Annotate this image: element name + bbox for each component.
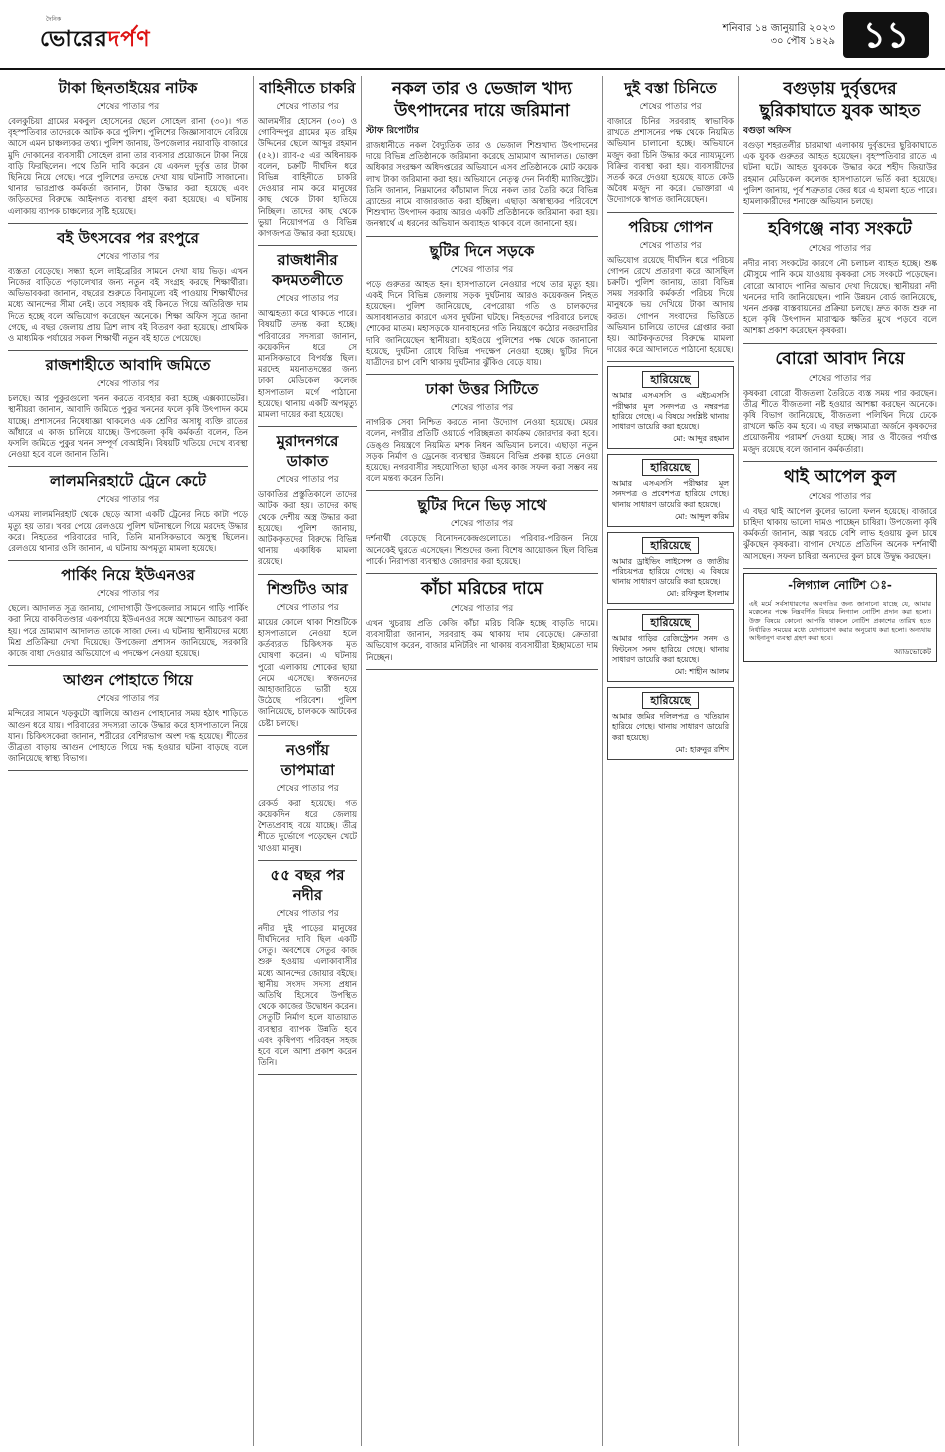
news-article — [743, 348, 937, 455]
lost-notice-signature: মো: শাহীন আলম — [674, 667, 729, 677]
article-kicker: শেষের পাতার পর — [450, 264, 514, 275]
article-headline: কাঁচা মরিচের দামে — [421, 579, 543, 600]
legal-notice — [743, 573, 937, 662]
lost-notice-title: হারিয়েছে — [642, 459, 699, 476]
lost-notice-text: আমার জমির দলিলপত্র ও খতিয়ান হারিয়ে গেছে। থানায় সাধারণ ডায়েরি করা হয়েছে। — [612, 712, 729, 742]
lost-notice-signature: মো: আব্দুর রহমান — [673, 434, 729, 444]
article-separator — [8, 665, 248, 666]
article-body: পড়ে গুরুতর আহত হন। হাসপাতালে নেওয়ার পথে তার মৃত্যু হয়। একই দিনে বিভিন্ন জেলায় সড়ক দুর্ঘটনায় আরও কয়েকজন নিহত হয়েছেন। পুলিশ জানিয়েছে, বেপরোয়া গতি ও চালকদের অসাবধানতার কারণে এসব দুর্ঘটনা ঘটছে। নিহতদের পরিবারে চলছে শোকের মাতম। মহাসড়কে যানবাহনের গতি নিয়ন্ত্রণে কঠোর নজরদারির দাবি জানিয়েছেন স্থানীয়রা। হাইওয়ে পুলিশের পক্ষ থেকে জানানো হয়েছে, দুর্ঘটনা রোধে বিভিন্ন পদক্ষেপ নেওয়া হচ্ছে। ছুটির দিনে যাত্রীদের চাপ বেশি থাকায় দুর্ঘটনার ঝুঁকিও বেড়ে যায়। — [366, 278, 598, 368]
article-body: নদীর দুই পাড়ের মানুষের দীর্ঘদিনের দাবি ছিল একটি সেতু। অবশেষে সেতুর কাজ শুরু হওয়ায় এলাকাবাসীর মধ্যে আনন্দের জোয়ার বইছে। স্থানীয় সংসদ সদস্য প্রধান অতিথি হিসেবে উপস্থিত থেকে কাজের উদ্বোধন করেন। সেতুটি নির্মাণ হলে যাতায়াত ব্যবস্থার ব্যাপক উন্নতি হবে এবং কৃষিপণ্য পরিবহন সহজ হবে বলে আশা প্রকাশ করেন তিনি। — [258, 922, 357, 1068]
news-article — [258, 431, 357, 567]
article-body: চলছে। আর পুকুরগুলো খনন করতে ব্যবহার করা হচ্ছে এক্সক্যাভেটর। স্থানীয়রা জানান, আবাদি জমিতে পুকুর খননের ফলে কৃষি উৎপাদন কমে যাচ্ছে। প্রশাসনের নিষেধাজ্ঞা থাকলেও এক শ্রেণির অসাধু ব্যক্তি রাতের আঁধারে এ কাজ চালিয়ে যাচ্ছে। উপজেলা কৃষি কর্মকর্তা বলেন, তিন ফসলি জমিতে পুকুর খনন সম্পূর্ণ বেআইনি। বিষয়টি খতিয়ে দেখে ব্যবস্থা নেওয়া হবে বলে জানান তিনি। — [8, 393, 248, 460]
article-separator — [8, 350, 248, 351]
lost-notice-title: হারিয়েছে — [642, 371, 699, 388]
article-headline: ছুটির দিনে ভিড় সাথে — [417, 496, 547, 515]
article-body: মায়ের কোলে থাকা শিশুটিকে হাসপাতালে নেওয়া হলে কর্তব্যরত চিকিৎসক মৃত ঘোষণা করেন। এ ঘটনায় পুরো এলাকায় শোকের ছায়া নেমে এসেছে। স্বজনদের আহাজারিতে ভারী হয়ে উঠেছে পরিবেশ। পুলিশ জানিয়েছে, চালককে আটকের চেষ্টা চলছে। — [258, 616, 357, 728]
news-article — [8, 471, 248, 554]
article-headline: বাহিনীতে চাকরি — [259, 79, 356, 97]
article-separator — [366, 374, 598, 375]
lost-notice-text: আমার ড্রাইভিং লাইসেন্স ও জাতীয় পরিচয়পত্র হারিয়ে গেছে। এ বিষয়ে থানায় সাধারণ ডায়েরি করা হয়েছে। — [612, 556, 729, 587]
article-kicker: শেষের পাতার পর — [276, 475, 339, 486]
article-separator — [366, 669, 598, 670]
lost-notice-title: হারিয়েছে — [642, 692, 699, 709]
article-body: এসময় লালমনিরহাট থেকে ছেড়ে আসা একটি ট্রেনের নিচে কাটা পড়ে মৃত্যু হয় তার। খবর পেয়ে রেলওয়ে পুলিশ ঘটনাস্থলে গিয়ে মরদেহ উদ্ধার করে। নিহতের পরিবারের দাবি, তিনি মানসিকভাবে অসুস্থ ছিলেন। রেলওয়ে থানার ওসি জানান, এ ঘটনায় অপমৃত্যু মামলা হয়েছে। — [8, 509, 248, 554]
article-body: ব্যস্ততা বেড়েছে। সন্ধ্যা হলে লাইব্রেরির সামনে দেখা যায় ভিড়। এখন নিজের বাড়িতে পড়ালেখার জন্য নতুন বই সংগ্রহ করছে শিক্ষার্থীরা। অভিভাবকরা জানান, বছরের শুরুতে বিনামূল্যে বই পাওয়ায় শিক্ষার্থীদের মধ্যে আনন্দের সীমা নেই। তবে সহায়ক বই কিনতে গিয়ে অতিরিক্ত দাম দিতে হচ্ছে বলে অভিযোগ করেছেন অনেকে। শিক্ষা অফিস সূত্রে জানা গেছে, এ বছর জেলায় প্রায় ত্রিশ লাখ বই বিতরণ করা হয়েছে। প্রাথমিক ও মাধ্যমিক পর্যায়ের সকল শিক্ষার্থী নতুন বই হাতে পেয়েছে। — [8, 265, 248, 344]
article-body: দর্শনার্থী বেড়েছে বিনোদনকেন্দ্রগুলোতে। পরিবার-পরিজন নিয়ে অনেকেই ঘুরতে এসেছেন। শিশুদের জন্য বিশেষ আয়োজন ছিল বিভিন্ন পার্কে। নিরাপত্তা ব্যবস্থাও জোরদার করা হয়েছে। — [366, 533, 598, 566]
article-headline: শিশুটিও আর — [267, 579, 348, 598]
column-2 — [258, 76, 357, 1446]
article-separator — [258, 245, 357, 246]
news-article — [8, 565, 248, 659]
lost-notice-signature: মো: হারুনুর রশিদ — [675, 744, 729, 754]
article-separator — [607, 212, 734, 213]
article-body: বাজারে চিনির সরবরাহ স্বাভাবিক রাখতে প্রশাসনের পক্ষ থেকে নিয়মিত অভিযান চালানো হচ্ছে। অভিযানে মজুদ করা চিনি উদ্ধার করে ন্যায্যমূল্যে বিক্রির ব্যবস্থা করা হয়। ব্যবসায়ীদের সতর্ক করে দেওয়া হয়েছে যাতে কেউ অবৈধ মজুদ না করে। ভোক্তারা এ উদ্যোগকে স্বাগত জানিয়েছেন। — [607, 116, 734, 205]
article-kicker: শেষের পাতার পর — [276, 602, 339, 613]
article-kicker: শেষের পাতার পর — [96, 589, 160, 600]
news-article — [743, 78, 937, 207]
article-kicker: শেষের পাতার পর — [276, 908, 339, 919]
article-headline: ৫৫ বছর পর নদীর — [270, 865, 345, 904]
article-separator — [8, 223, 248, 224]
article-separator — [8, 560, 248, 561]
news-article — [258, 78, 357, 239]
news-article — [743, 466, 937, 562]
article-body: আত্মহত্যা করে থাকতে পারে। বিষয়টি তদন্ত করা হচ্ছে। পরিবারের সদস্যরা জানান, কয়েকদিন ধরে সে মানসিকভাবে বিপর্যস্ত ছিল। মরদেহ ময়নাতদন্তের জন্য ঢাকা মেডিকেল কলেজ হাসপাতাল মর্গে পাঠানো হয়েছে। থানায় একটি অপমৃত্যু মামলা দায়ের করা হয়েছে। — [258, 308, 357, 420]
article-headline: দুই বস্তা চিনিতে — [624, 79, 717, 97]
lost-notice — [607, 454, 734, 527]
article-body: রাজধানীতে নকল বৈদ্যুতিক তার ও ভেজাল শিশুখাদ্য উৎপাদনের দায়ে বিভিন্ন প্রতিষ্ঠানকে জরিমানা করেছে ভ্রাম্যমাণ আদালত। ভোক্তা অধিকার সংরক্ষণ অধিদপ্তরের অভিযানে এসব প্রতিষ্ঠানকে মোট কয়েক লাখ টাকা জরিমানা করা হয়। অভিযানে নেতৃত্ব দেন নির্বাহী ম্যাজিস্ট্রেট। তিনি জানান, নিম্নমানের কাঁচামাল দিয়ে নকল তার তৈরি করে বিভিন্ন ব্র্যান্ডের নামে বাজারজাত করা হচ্ছিল। এছাড়া অস্বাস্থ্যকর পরিবেশে শিশুখাদ্য উৎপাদন করায় আরও একটি প্রতিষ্ঠানকে জরিমানা করা হয়। জনস্বার্থে এ ধরনের অভিযান অব্যাহত থাকবে বলে জানানো হয়। — [366, 140, 598, 229]
article-body: বেলকুচিয়া গ্রামের মকবুল হোসেনের ছেলে সোহেল রানা (৩০)। গত বৃহস্পতিবার তাদেরকে আটক করে পুলিশ। পুলিশের জিজ্ঞাসাবাদে বেরিয়ে আসে এমন চাঞ্চল্যকর তথ্য। পুলিশ জানায়, উপজেলার নয়াবাড়ি বাজারে মুদি দোকানের ব্যবসায়ী সোহেল রানা তার ব্যবসার প্রয়োজনে টাকা নিয়ে বাড়ি ফিরছিলেন। পথে তিনি দাবি করেন যে একদল দুর্বৃত্ত তার টাকা ছিনিয়ে নিয়ে গেছে। পরে পুলিশের তদন্তে দেখা যায় ঘটনাটি সাজানো। থানার ভারপ্রাপ্ত কর্মকর্তা জানান, টাকা উদ্ধার করা হয়েছে এবং জড়িতদের বিরুদ্ধে আইনগত ব্যবস্থা গ্রহণ করা হয়েছে। এ ঘটনায় এলাকায় ব্যাপক চাঞ্চল্যের সৃষ্টি হয়েছে। — [8, 116, 248, 216]
article-separator — [258, 735, 357, 736]
logo-name — [40, 25, 151, 53]
article-separator — [258, 860, 357, 861]
column-1 — [8, 76, 248, 1446]
article-separator — [366, 573, 598, 574]
article-headline: নওগাঁয় তাপমাত্রা — [280, 740, 335, 779]
article-kicker: শেষের পাতার পর — [450, 604, 514, 615]
article-separator — [607, 361, 734, 362]
article-headline: রাজশাহীতে আবাদি জমিতে — [45, 356, 211, 375]
news-article — [366, 379, 598, 484]
article-separator — [258, 574, 357, 575]
article-headline: আগুন পোহাতে গিয়ে — [63, 671, 193, 690]
article-kicker: শেষের পাতার পর — [96, 102, 160, 112]
column-4 — [607, 76, 734, 1446]
logo-name-part2: দর্পণ — [107, 26, 151, 52]
article-headline: হবিগঞ্জে নাব্য সংকটে — [768, 219, 912, 240]
article-headline: বই উৎসবের পর রংপুরে — [57, 228, 199, 247]
news-article — [743, 218, 937, 336]
article-separator — [743, 568, 937, 569]
article-kicker: শেষের পাতার পর — [96, 379, 160, 390]
article-headline: থাই আপেল কুল — [783, 466, 897, 487]
article-kicker: শেষের পাতার পর — [808, 244, 872, 255]
article-separator — [366, 490, 598, 491]
column-rule — [602, 76, 603, 1446]
lost-notice-title: হারিয়েছে — [642, 537, 699, 554]
article-kicker: শেষের পাতার পর — [276, 102, 339, 112]
article-body: মন্দিরের সামনে খড়কুটো জ্বালিয়ে আগুন পোহানোর সময় হঠাৎ শাড়িতে আগুন ধরে যায়। পরিবারের সদস্যরা তাকে উদ্ধার করে হাসপাতালে নিয়ে যান। চিকিৎসকেরা জানান, শরীরের বেশিরভাগ অংশ দগ্ধ হয়েছে। শীতের তীব্রতা বাড়ায় আগুন পোহাতে গিয়ে দগ্ধ হওয়ার ঘটনা বাড়ছে বলে জানিয়েছে স্বাস্থ্য বিভাগ। — [8, 708, 248, 764]
lost-notice — [607, 687, 734, 760]
article-separator — [743, 461, 937, 462]
date-gregorian: শনিবার ১৪ জানুয়ারি ২০২৩ — [722, 23, 835, 34]
article-body: এখন খুচরায় প্রতি কেজি কাঁচা মরিচ বিক্রি হচ্ছে বাড়তি দামে। ব্যবসায়ীরা জানান, সরবরাহ কম থাকায় দাম বেড়েছে। ক্রেতারা অভিযোগ করেন, বাজার মনিটরিং না থাকায় ব্যবসায়ীরা ইচ্ছামতো দাম নিচ্ছেন। — [366, 618, 598, 662]
article-byline: বগুড়া অফিস — [743, 126, 792, 136]
article-kicker: শেষের পাতার পর — [276, 783, 339, 794]
article-body: নাগরিক সেবা নিশ্চিত করতে নানা উদ্যোগ নেওয়া হয়েছে। মেয়র বলেন, নগরীর প্রতিটি ওয়ার্ডে পরিচ্ছন্নতা কার্যক্রম জোরদার করা হবে। ডেঙ্গু নিয়ন্ত্রণে নিয়মিত মশক নিধন অভিযান চলবে। এছাড়া নতুন সড়ক নির্মাণ ও ড্রেনেজ ব্যবস্থার উন্নয়নে বিভিন্ন প্রকল্প হাতে নেওয়া হয়েছে। নগরবাসীর সহযোগিতা ছাড়া এসব কাজ সফল করা সম্ভব নয় বলে মন্তব্য করেন তিনি। — [366, 417, 598, 484]
article-body: ছেলে। আদালত সূত্র জানায়, গোদাগাড়ী উপজেলার সামনে গাড়ি পার্কিং করা নিয়ে বাকবিতণ্ডার একপর্যায়ে ইউএনওর সঙ্গে অশোভন আচরণ করা হয়। পরে ভ্রাম্যমাণ আদালত তাকে সাজা দেন। এ ঘটনায় স্থানীয়দের মধ্যে মিশ্র প্রতিক্রিয়া দেখা দিয়েছে। উপজেলা প্রশাসন জানিয়েছে, সরকারি কাজে বাধা দেওয়ার অভিযোগে এ পদক্ষেপ নেওয়া হয়েছে। — [8, 603, 248, 659]
column-5 — [743, 76, 937, 1446]
lost-notice — [607, 609, 734, 682]
news-article — [366, 241, 598, 369]
news-article — [366, 578, 598, 663]
lost-notice — [607, 366, 734, 449]
article-kicker: শেষের পাতার পর — [808, 491, 872, 502]
article-separator — [8, 466, 248, 467]
article-separator — [366, 236, 598, 237]
column-rule — [738, 76, 739, 1446]
legal-notice-title: -লিগ্যাল নোটিশ ঃ- — [788, 577, 892, 592]
article-headline: রাজধানীর কদমতলীতে — [272, 251, 343, 290]
article-byline: স্টাফ রিপোর্টার — [366, 126, 419, 136]
article-body: এ বছর থাই আপেল কুলের ভালো ফলন হয়েছে। বাজারে চাহিদা থাকায় ভালো দামও পাচ্ছেন চাষিরা। উপজেলা কৃষি কর্মকর্তা জানান, অল্প খরচে বেশি লাভ হওয়ায় কুল চাষে ঝুঁকছেন কৃষকরা। বাগান দেখতে প্রতিদিন অনেক দর্শনার্থী আসছেন। সফল চাষিরা অন্যদের কুল চাষে উদ্বুদ্ধ করছেন। — [743, 505, 937, 561]
article-body: কৃষকরা বোরো বীজতলা তৈরিতে ব্যস্ত সময় পার করছেন। তীব্র শীতে বীজতলা নষ্ট হওয়ার আশঙ্কা করছেন অনেকে। কৃষি বিভাগ জানিয়েছে, বীজতলা পলিথিন দিয়ে ঢেকে রাখলে ক্ষতি কম হবে। এ বছর লক্ষ্যমাত্রা অর্জনে কৃষকদের প্রয়োজনীয় পরামর্শ দেওয়া হচ্ছে। সার ও বীজের পর্যাপ্ত মজুদ রয়েছে বলে জানান কর্মকর্তারা। — [743, 387, 937, 454]
masthead — [0, 0, 945, 70]
article-kicker: শেষের পাতার পর — [450, 519, 514, 530]
news-article — [258, 579, 357, 729]
lost-notice-signature: মো: রফিকুল ইসলাম — [666, 589, 729, 599]
logo-tagline: দৈনিক — [46, 16, 62, 23]
logo-name-part1: ভোরের — [40, 26, 108, 52]
lost-notice — [607, 532, 734, 605]
article-separator — [743, 343, 937, 344]
article-kicker: শেষের পাতার পর — [96, 694, 160, 705]
article-headline: লালমনিরহাটে ট্রেনে কেটে — [50, 472, 206, 491]
article-separator — [743, 213, 937, 214]
article-headline: পার্কিং নিয়ে ইউএনওর — [61, 566, 195, 585]
article-headline: ছুটির দিনে সড়কে — [429, 241, 535, 260]
article-headline: বগুড়ায় দুর্বৃত্তদের ছুরিকাঘাতে যুবক আহত — [759, 79, 921, 121]
legal-notice-text: এই মর্মে সর্বসাধারণের অবগতির জন্য জানানো যাচ্ছে যে, আমার মক্কেলের পক্ষে নিম্নবর্ণিত বিষয়ে লিগ্যাল নোটিশ প্রদান করা হলো। উক্ত বিষয়ে কোনো আপত্তি থাকলে নোটিশ প্রকাশের তারিখ হতে নির্ধারিত সময়ের মধ্যে যোগাযোগ করার অনুরোধ করা হলো। অন্যথায় আইনানুগ ব্যবস্থা গ্রহণ করা হবে। — [749, 599, 931, 643]
lost-notice-signature: মো: আব্দুল করিম — [674, 511, 729, 521]
newspaper-logo — [40, 14, 151, 58]
column-3 — [366, 76, 598, 1446]
article-headline: ঢাকা উত্তর সিটিতে — [425, 380, 539, 399]
article-headline: বোরো আবাদ নিয়ে — [775, 348, 905, 369]
news-article — [607, 78, 734, 206]
article-kicker: শেষের পাতার পর — [450, 403, 514, 414]
legal-notice-signature: অ্যাডভোকেট — [894, 647, 931, 656]
news-article — [366, 495, 598, 567]
issue-date — [723, 22, 835, 48]
lost-notice-text: আমার এসএসসি ও এইচএসসি পরীক্ষার মূল সনদপত্র ও নম্বরপত্র হারিয়ে গেছে। এ বিষয়ে সংশ্লিষ্ট থানায় সাধারণ ডায়েরি করা হয়েছে। — [612, 391, 729, 432]
date-bengali: ৩০ পৌষ ১৪২৯ — [770, 36, 835, 47]
article-kicker: শেষের পাতার পর — [276, 294, 339, 305]
article-body: নদীর নাব্য সংকটের কারণে নৌ চলাচল ব্যাহত হচ্ছে। শুষ্ক মৌসুমে পানি কমে যাওয়ায় কৃষকরা সেচ সংকটে পড়েছেন। বোরো আবাদে পানির অভাব দেখা দিয়েছে। স্থানীয়রা নদী খননের দাবি জানিয়েছেন। পানি উন্নয়ন বোর্ড জানিয়েছে, খনন প্রকল্প বাস্তবায়নের প্রক্রিয়া চলছে। দ্রুত কাজ শুরু না হলে কৃষি উৎপাদন মারাত্মক ক্ষতির মুখে পড়বে বলে আশঙ্কা প্রকাশ করেছেন কৃষকরা। — [743, 258, 937, 336]
article-body: বগুড়া শহরতলীর চারমাথা এলাকায় দুর্বৃত্তদের ছুরিকাঘাতে এক যুবক গুরুতর আহত হয়েছেন। বৃহস্পতিবার রাতে এ ঘটনা ঘটে। আহত যুবককে উদ্ধার করে শহীদ জিয়াউর রহমান মেডিকেল কলেজ হাসপাতালে ভর্তি করা হয়েছে। পুলিশ জানায়, পূর্ব শত্রুতার জের ধরে এ হামলা হতে পারে। হামলাকারীদের শনাক্তে অভিযান চলছে। — [743, 140, 937, 207]
lost-notice-title: হারিয়েছে — [642, 614, 699, 631]
article-kicker: শেষের পাতার পর — [808, 373, 872, 384]
news-article — [8, 355, 248, 460]
lost-notice-text: আমার এসএসসি পরীক্ষার মূল সনদপত্র ও প্রবেশপত্র হারিয়ে গেছে। থানায় সাধারণ ডায়েরি করা হয়েছে। — [612, 479, 729, 509]
article-body: অভিযোগ রয়েছে দীর্ঘদিন ধরে পরিচয় গোপন রেখে প্রতারণা করে আসছিল চক্রটি। পুলিশ জানায়, তারা বিভিন্ন সময় সরকারি কর্মকর্তা পরিচয় দিয়ে মানুষকে ভয় দেখিয়ে টাকা আদায় করত। গোপন সংবাদের ভিত্তিতে অভিযান চালিয়ে তাদের গ্রেপ্তার করা হয়। আটককৃতদের বিরুদ্ধে মামলা দায়ের করে আদালতে পাঠানো হয়েছে। — [607, 254, 734, 355]
article-kicker: শেষের পাতার পর — [96, 495, 160, 506]
article-headline: পরিচয় গোপন — [628, 217, 713, 236]
news-article — [607, 217, 734, 356]
news-article — [258, 865, 357, 1069]
article-separator — [258, 1074, 357, 1075]
news-article — [8, 670, 248, 764]
article-kicker: শেষের পাতার পর — [96, 251, 160, 262]
column-rule — [361, 76, 362, 1446]
news-article — [366, 78, 598, 230]
page-number: ১১ — [843, 12, 929, 58]
news-article — [8, 78, 248, 217]
article-separator — [258, 426, 357, 427]
article-headline: নকল তার ও ভেজাল খাদ্য উৎপাদনের দায়ে জরিমানা — [391, 79, 573, 121]
lost-notice-text: আমার গাড়ির রেজিস্ট্রেশন সনদ ও ফিটনেস সনদ হারিয়ে গেছে। থানায় সাধারণ ডায়েরি করা হয়েছে। — [612, 634, 729, 664]
news-article — [258, 740, 357, 854]
article-body: আলমগীর হোসেন (৩০) ও গোবিন্দপুর গ্রামের মৃত রহিম উদ্দিনের ছেলে আব্দুর রহমান (৫২)। র‌্যাব-৫ এর অধিনায়ক বলেন, চক্রটি দীর্ঘদিন ধরে বিভিন্ন বাহিনীতে চাকরি দেওয়ার নাম করে মানুষের কাছ থেকে টাকা হাতিয়ে নিচ্ছিল। তাদের কাছ থেকে ভুয়া নিয়োগপত্র ও বিভিন্ন কাগজপত্র উদ্ধার করা হয়েছে। — [258, 116, 357, 239]
news-article — [8, 228, 248, 344]
article-headline: টাকা ছিনতাইয়ের নাটক — [58, 79, 198, 97]
column-rule — [253, 76, 254, 1446]
article-kicker: শেষের পাতার পর — [639, 102, 702, 112]
article-body: রেকর্ড করা হয়েছে। গত কয়েকদিন ধরে জেলায় শৈত্যপ্রবাহ বয়ে যাচ্ছে। তীব্র শীতে দুর্ভোগে পড়েছেন খেটে খাওয়া মানুষ। — [258, 797, 357, 853]
article-kicker: শেষের পাতার পর — [639, 240, 702, 251]
article-separator — [8, 770, 248, 771]
article-body: ডাকাতির প্রস্তুতিকালে তাদের আটক করা হয়। তাদের কাছ থেকে দেশীয় অস্ত্র উদ্ধার করা হয়েছে। পুলিশ জানায়, আটককৃতদের বিরুদ্ধে বিভিন্ন থানায় একাধিক মামলা রয়েছে। — [258, 489, 357, 567]
article-headline: মুরাদনগরে ডাকাত — [276, 432, 339, 471]
news-article — [258, 250, 357, 420]
